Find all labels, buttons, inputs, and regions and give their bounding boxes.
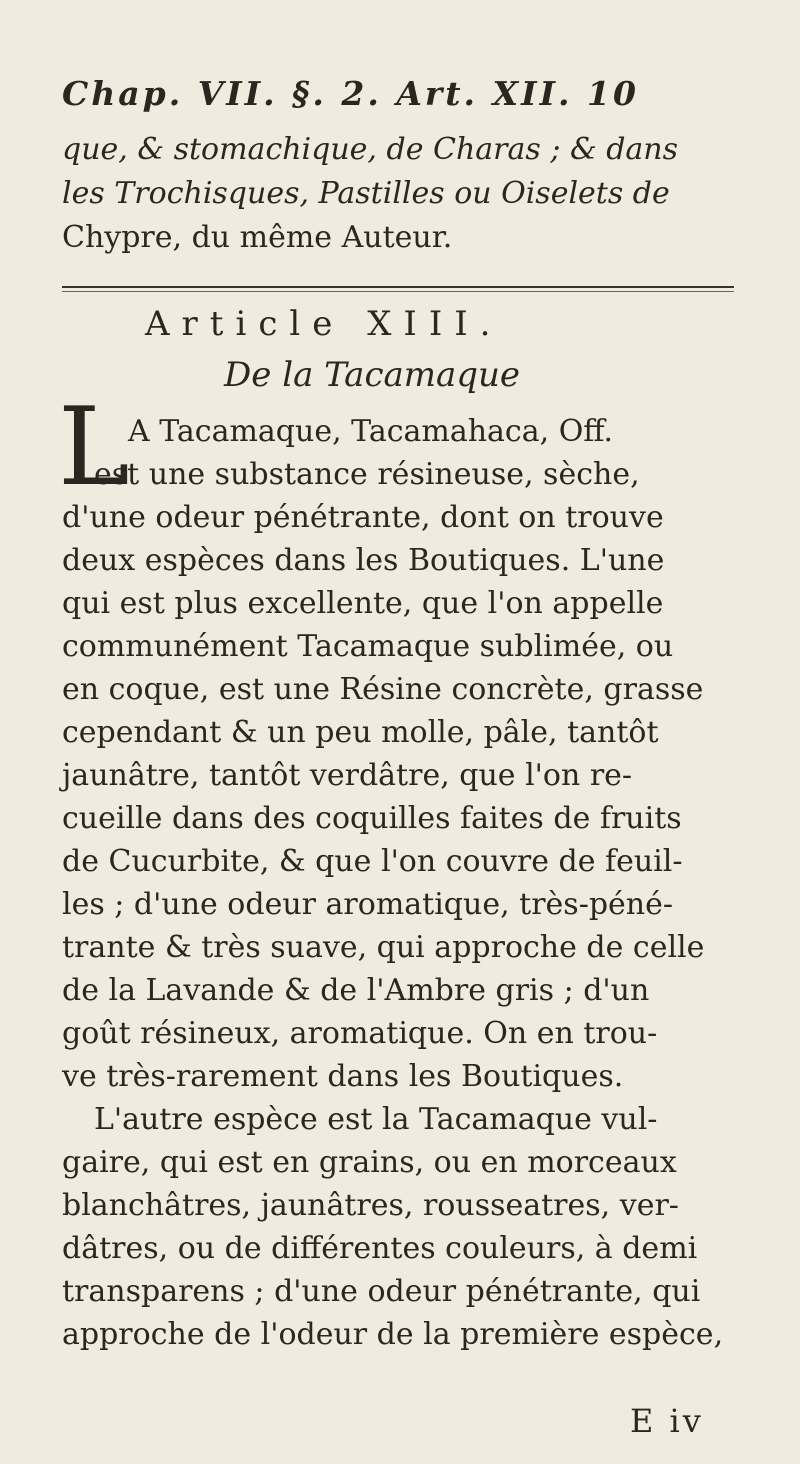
drop-cap: L — [58, 385, 130, 510]
body-line: de la Lavande & de l'Ambre gris ; d'un — [62, 973, 650, 1008]
body-line: cueille dans des coquilles faites de fruits — [62, 801, 682, 836]
running-head: Chap. VII. §. 2. Art. XII. 10 — [62, 74, 639, 113]
body-line: dâtres, ou de différentes couleurs, à demi — [62, 1231, 698, 1266]
body-line: trante & très suave, qui approche de celle — [62, 930, 705, 965]
body-line: cependant & un peu molle, pâle, tantôt — [62, 715, 659, 750]
body-line: ve très-rarement dans les Boutiques. — [62, 1059, 624, 1094]
body-line: approche de l'odeur de la première espèce, — [62, 1317, 724, 1352]
section-rule — [62, 286, 734, 288]
preceding-line: les Trochisques, Pastilles ou Oiselets de — [62, 176, 670, 211]
body-line: est une substance résineuse, sèche, — [94, 457, 640, 492]
body-line: L'autre espèce est la Tacamaque vul- — [94, 1102, 658, 1137]
body-line: communément Tacamaque sublimée, ou — [62, 629, 674, 664]
body-line: goût résineux, aromatique. On en trou- — [62, 1016, 658, 1051]
body-line: gaire, qui est en grains, ou en morceaux — [62, 1145, 677, 1180]
body-line: de Cucurbite, & que l'on couvre de feuil- — [62, 844, 683, 879]
body-line: d'une odeur pénétrante, dont on trouve — [62, 500, 664, 535]
section-rule-thin — [62, 291, 734, 292]
body-line: deux espèces dans les Boutiques. L'une — [62, 543, 665, 578]
body-line: jaunâtre, tantôt verdâtre, que l'on re- — [62, 758, 633, 793]
preceding-line: que, & stomachique, de Charas ; & dans — [62, 132, 679, 167]
body-line: blanchâtres, jaunâtres, rousseatres, ver- — [62, 1188, 679, 1223]
preceding-line: Chypre, du même Auteur. — [62, 220, 453, 255]
signature-mark: E iv — [630, 1402, 704, 1440]
body-line: en coque, est une Résine concrète, grasse — [62, 672, 704, 707]
article-title: De la Tacamaque — [224, 355, 521, 395]
body-line: qui est plus excellente, que l'on appelle — [62, 586, 664, 621]
article-heading: Article XIII. — [145, 304, 503, 344]
body-line: A Tacamaque, Tacamahaca, Off. — [128, 414, 614, 449]
body-line: les ; d'une odeur aromatique, très-péné- — [62, 887, 674, 922]
body-line: transparens ; d'une odeur pénétrante, qui — [62, 1274, 701, 1309]
